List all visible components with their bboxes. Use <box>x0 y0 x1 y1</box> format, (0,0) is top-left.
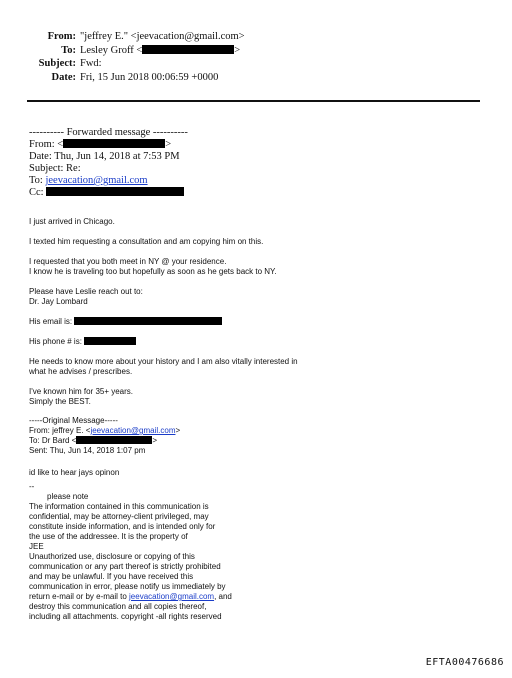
forward-to: To: jeevacation@gmail.com <box>29 175 148 186</box>
date-value: Fri, 15 Jun 2018 00:06:59 +0000 <box>80 71 219 83</box>
header-subject-row <box>0 57 512 71</box>
original-message: -----Original Message----- From: jeffrey E. <jeevacation@gmail.com> To: Dr Bard < > Sent: Thu, Jun 14, 2018 1:07 pm id like to hear jays opinon <box>29 416 181 477</box>
forward-cc: Cc: <box>29 187 188 199</box>
from-label: From: <box>47 31 76 42</box>
document-id: EFTA00476686 <box>425 657 504 668</box>
redaction-box <box>63 139 165 148</box>
email-link[interactable]: jeevacation@gmail.com <box>129 592 215 601</box>
header-date-row <box>0 71 512 85</box>
header-divider <box>27 100 480 102</box>
forwarded-header <box>29 127 188 199</box>
email-header <box>0 30 512 84</box>
redaction-box <box>46 187 184 196</box>
forward-date: Date: Thu, Jun 14, 2018 at 7:53 PM <box>29 151 180 162</box>
email-link[interactable]: jeevacation@gmail.com <box>90 426 176 435</box>
forward-divider: ---------- Forwarded message ---------- <box>29 127 188 138</box>
forward-from: From: < > <box>29 139 172 150</box>
forward-subject: Subject: Re: <box>29 163 81 174</box>
disclaimer: -- please note The information contained in this communication is confidential, may be attorney-client privileged, may constitute inside information, and is intended only for the use of the addressee. It is the property of JEE Unauthorized use, disclosure or copying of this communication or any part thereof is strictly prohibited and may be unlawful. If you have received this communication in error, please notify us immediately by return e-mail or by e-mail to jeevacation@gmail.com, and destroy this communication and all copies thereof, including all attachments. copyright -all rights reserved <box>29 482 232 621</box>
message-body: I just arrived in Chicago. I texted him requesting a consultation and am copying him on this. I requested that you both meet in NY @ your residence. I know he is traveling too but hopefully as soon as he gets back to NY. Please have Leslie reach out to: Dr. Jay Lombard His email is: His phone # is: He needs to know more about your history and I am also vitally interested in what he advises / prescribes. I've known him for 35+ years. Simply the BEST. <box>29 217 298 406</box>
phone-line: His phone # is: <box>29 337 298 347</box>
email-link[interactable]: jeevacation@gmail.com <box>45 175 148 186</box>
header-to-row <box>0 44 512 58</box>
redaction-box <box>84 337 136 345</box>
redaction-box <box>76 436 152 444</box>
redaction-box <box>74 317 222 325</box>
email-line: His email is: <box>29 317 298 327</box>
from-value: "jeffrey E." <jeevacation@gmail.com> <box>80 31 245 42</box>
to-close: > <box>234 44 241 56</box>
subject-value: Fwd: <box>80 58 102 69</box>
subject-label: Subject: <box>38 58 76 69</box>
date-label: Date: <box>51 71 76 83</box>
header-from-row <box>0 30 512 44</box>
to-name: Lesley Groff < <box>80 44 143 56</box>
to-label: To: <box>61 44 76 56</box>
redaction-box <box>142 45 234 54</box>
